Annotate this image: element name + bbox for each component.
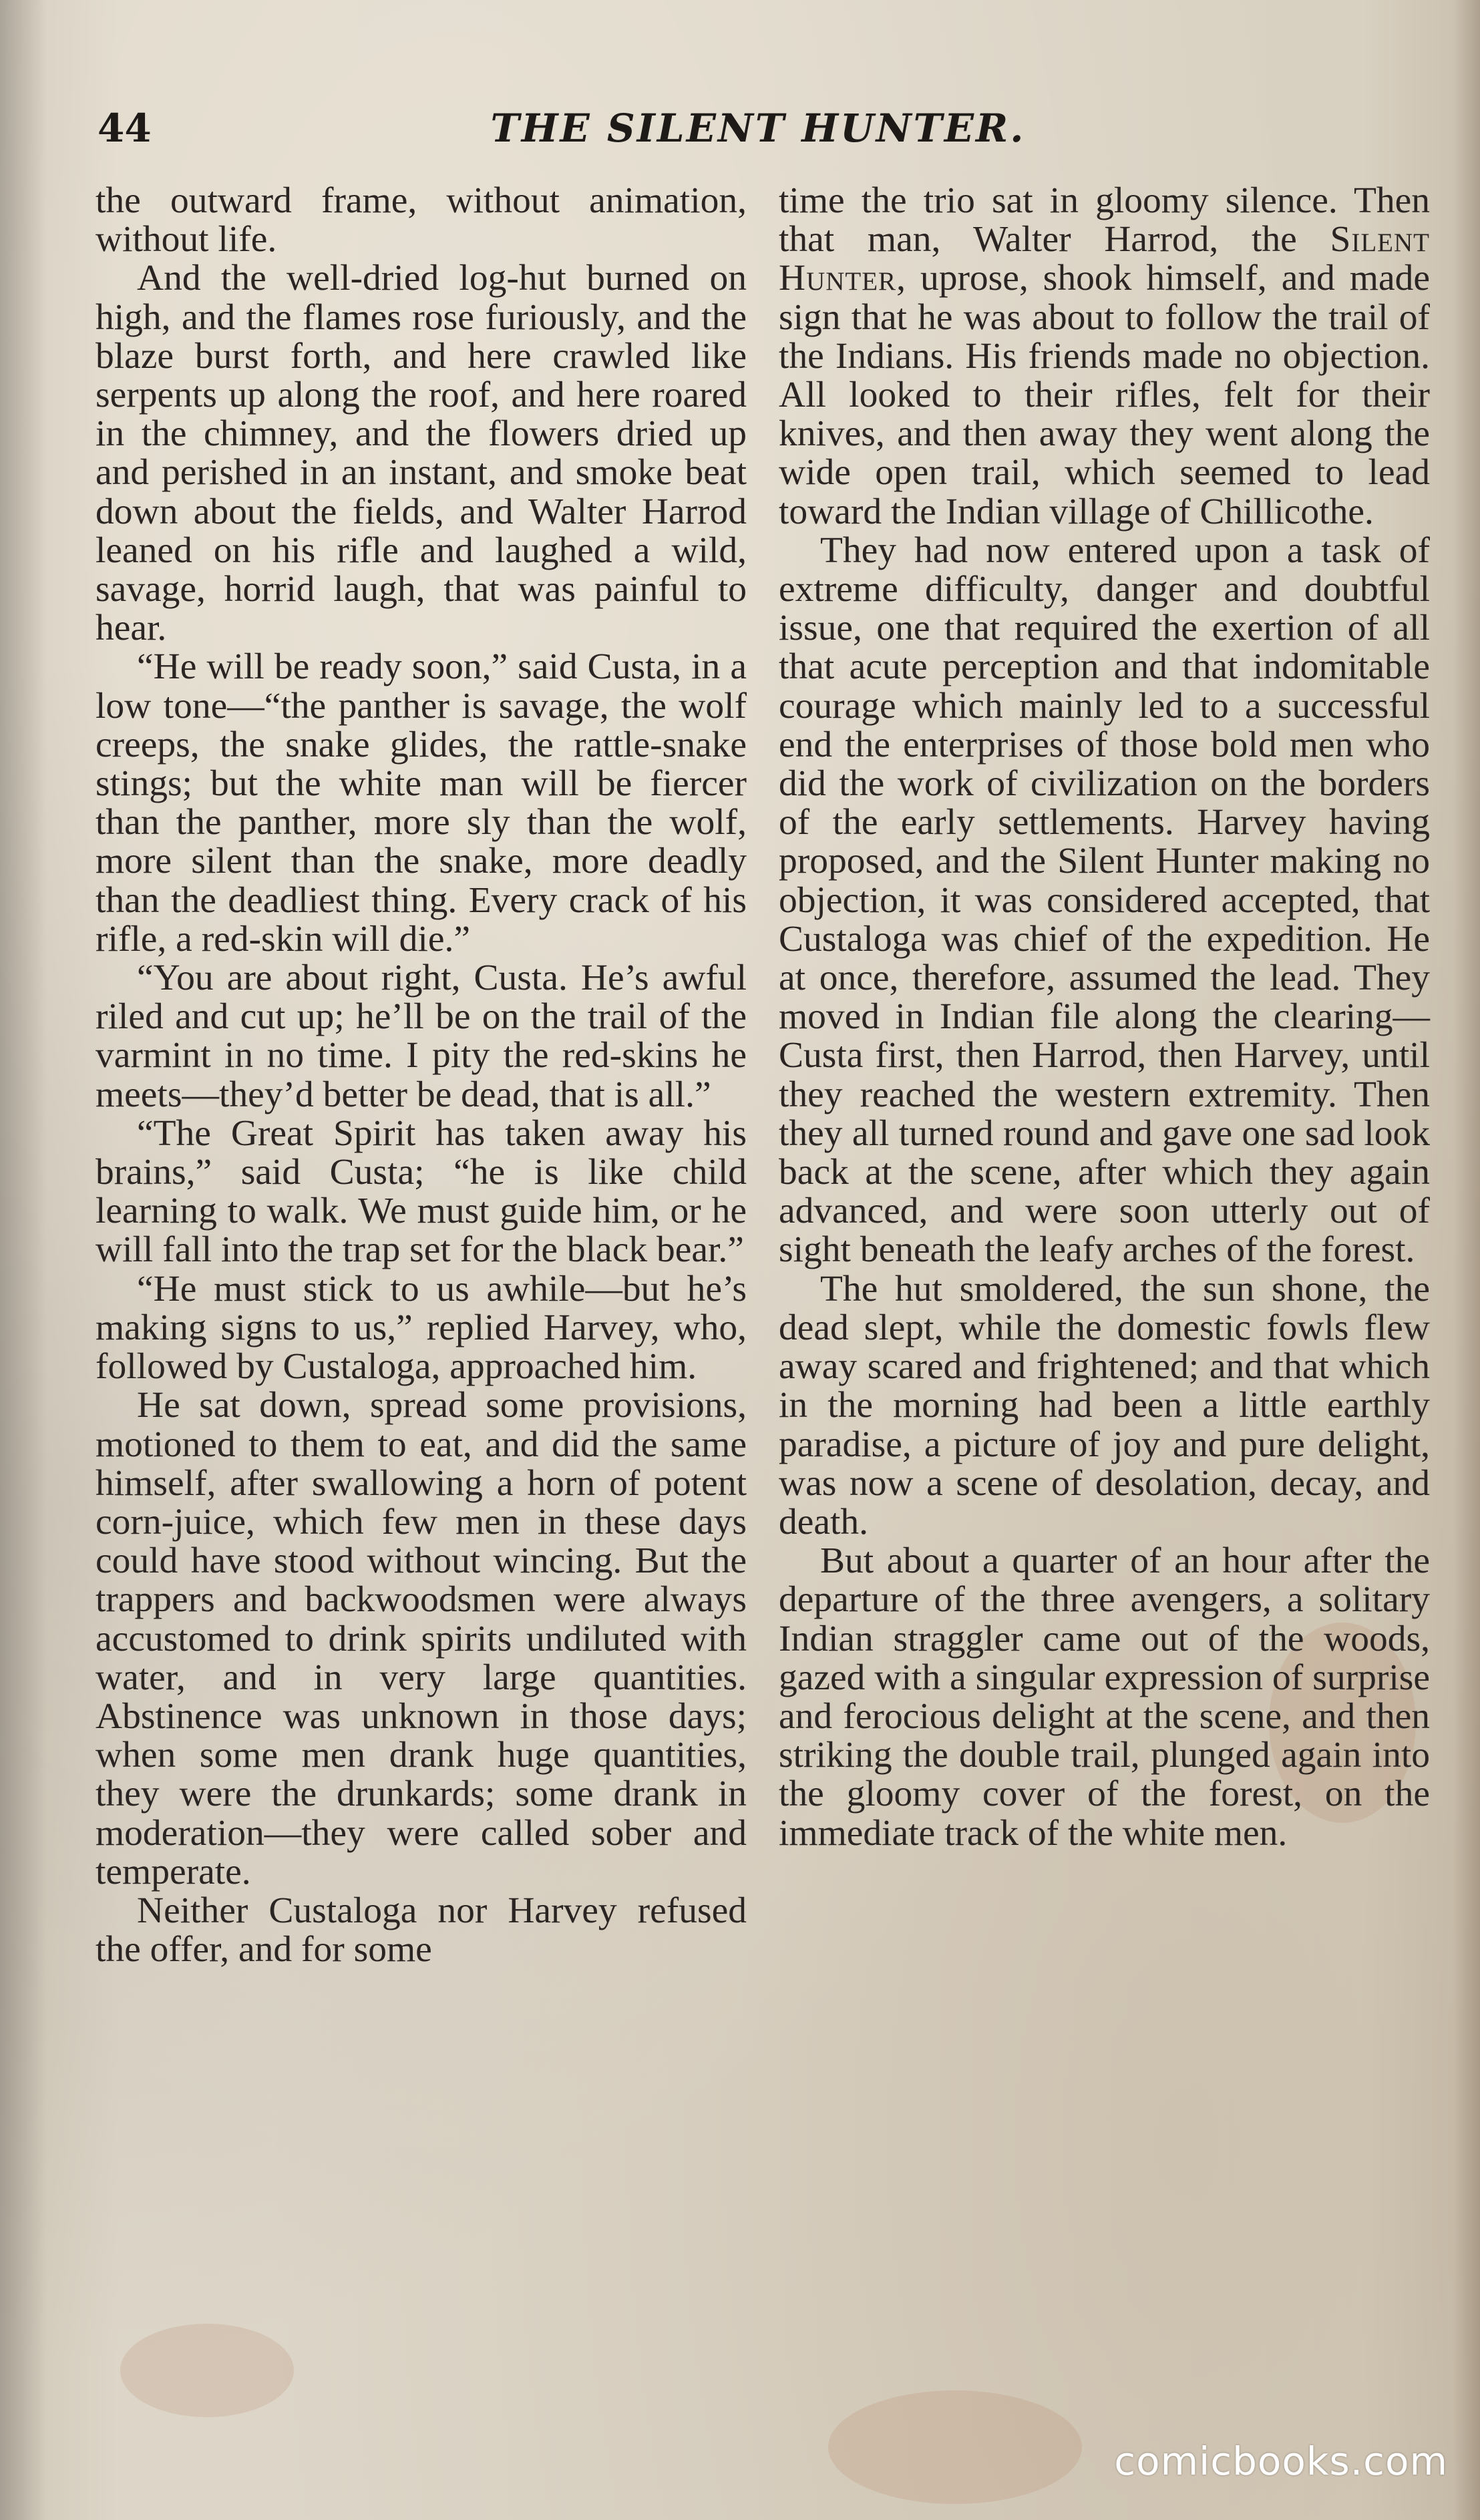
paragraph: The hut smoldered, the sun shone, the dead slept, while the domestic fowls flew away scared and frightened; and that which in the morning had been a little earthly paradise, a picture of joy and pure delight, was now a scene of desolation, decay, and death.	[779, 1268, 1430, 1542]
paragraph: the outward frame, without animation, without life.	[96, 180, 747, 260]
paragraph: He sat down, spread some provisions, motioned to them to eat, and did the same himself, after swallowing a horn of potent corn-juice, which few men in these days could have stood without wincing. But the trappers and backwoodsmen were always accustomed to drink spirits undiluted with water, and in very large quantities. Abstinence was unknown in those days; when some men drank huge quantities, they were the drunkards; some drank in moderation—they were called sober and temperate.	[96, 1385, 747, 1892]
paragraph: And the well-dried log-hut burned on high, and the flames rose furiously, and the blaze burst forth, and here crawled like serpents up along the roof, and here roared in the chimney, and the flowers dried up and perished in an instant, and smoke beat down about the fields, and Walter Harrod leaned on his rifle and laughed a wild, savage, horrid laugh, that was painful to hear.	[96, 258, 747, 649]
paragraph: But about a quarter of an hour after the departure of the three avengers, a solitary Indian straggler came out of the woods, gazed with a singular expression of surprise and ferocious delight at the scene, and then striking the double trail, plunged again into the gloomy cover of the forest, on the immediate track of the white men.	[779, 1540, 1430, 1854]
page-shadow-left	[0, 0, 47, 2520]
running-title: THE SILENT HUNTER.	[490, 106, 1026, 151]
paper-stain	[828, 2390, 1082, 2504]
paragraph: “He will be ready soon,” said Custa, in a low tone—“the panther is savage, the wolf creeps, the snake glides, the rattle-snake stings; but the white man will be fiercer than the panther, more sly than the wolf, more silent than the snake, more deadly than the deadliest thing. Every crack of his rifle, a red-skin will die.”	[96, 646, 747, 960]
paragraph: They had now entered upon a task of extreme difficulty, danger and doubtful issue, one that required the exertion of all that acute perception and that indomitable courage which mainly led to a successful end the enterprises of those bold men who did the work of civilization on the borders of the early settlements. Harvey having proposed, and the Silent Hunter making no objection, it was considered accepted, that Custaloga was chief of the expedition. He at once, therefore, assumed the lead. They moved in Indian file along the clearing—Custa first, then Harrod, then Harvey, until they reached the western extremity. Then they all turned round and gave one sad look back at the scene, after which they again advanced, and were soon utterly out of sight beneath the leafy arches of the forest.	[779, 530, 1430, 1271]
paragraph: “He must stick to us awhile—but he’s making signs to us,” replied Harvey, who, followed by Custaloga, approached him.	[96, 1268, 747, 1388]
page-edge-right	[1453, 0, 1480, 2520]
paper-stain	[120, 2324, 294, 2417]
paragraph	[779, 182, 1430, 532]
small-caps-title: Silent Hunter	[779, 219, 1430, 299]
paragraph: Neither Custaloga nor Harvey refused the offer, and for some	[96, 1890, 747, 1970]
left-column	[96, 182, 747, 1969]
watermark: comicbooks.com	[1114, 2439, 1448, 2484]
right-column	[779, 182, 1430, 1853]
paragraph: “You are about right, Custa. He’s awful riled and cut up; he’ll be on the trail of the varmint in no time. I pity the red-skins he meets—they’d better be dead, that is all.”	[96, 958, 747, 1115]
paragraph-text: time the trio sat in gloomy silence. Then that man, Walter Harrod, the	[779, 180, 1430, 260]
paragraph-text: , uprose, shook himself, and made sign that he was about to follow the trail of the Indians. His friends made no objection. All looked to their rifles, felt for their knives, and then away they went along the wide open trail, which seemed to lead toward the Indian village of Chillicothe.	[779, 258, 1430, 532]
page-header	[94, 106, 1423, 159]
page-number: 44	[98, 106, 152, 151]
paragraph: “The Great Spirit has taken away his brains,” said Custa; “he is like child learning to walk. We must guide him, or he will fall into the trap set for the black bear.”	[96, 1112, 747, 1271]
